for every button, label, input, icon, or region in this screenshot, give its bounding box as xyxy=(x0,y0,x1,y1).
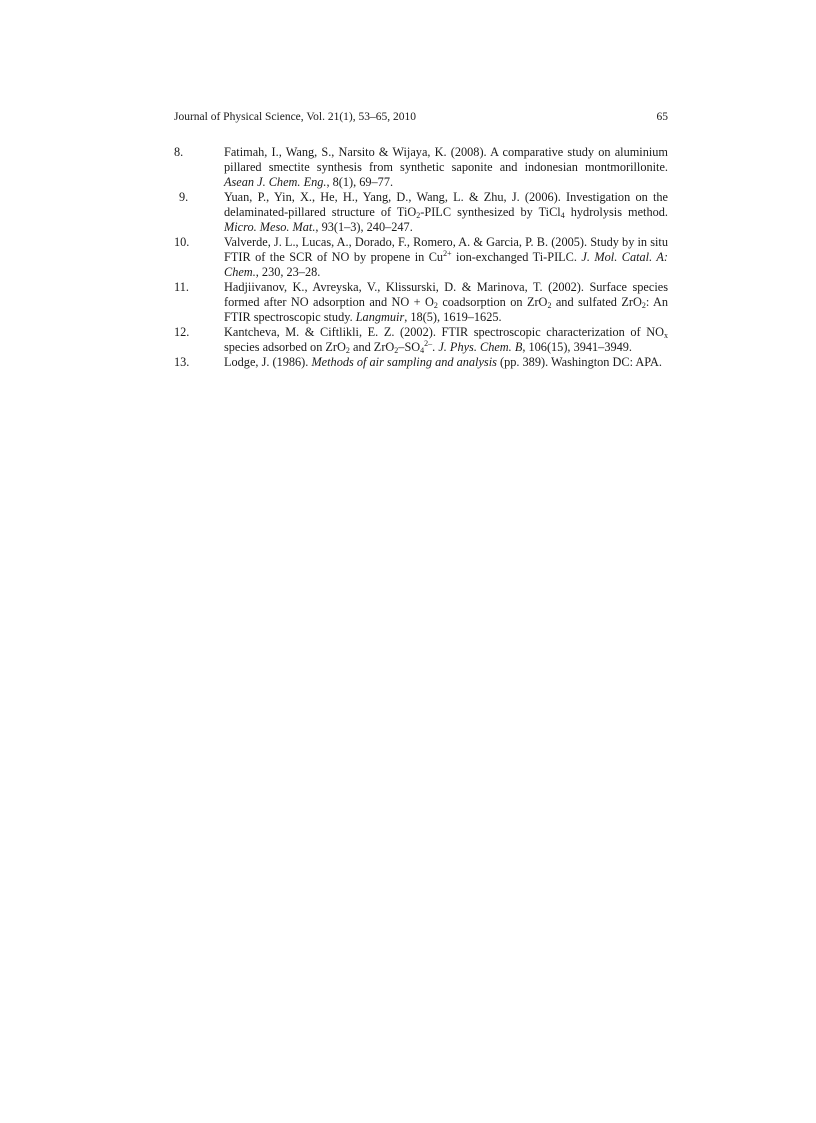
reference-item-12 xyxy=(174,325,668,355)
reference-item-13 xyxy=(174,355,668,370)
reference-text: Hadjiivanov, K., Avreyska, V., Klissurski, D. & Marinova, T. (2002). Surface species formed after NO adsorption and NO + $O_2$ coadsorption on ZrO$_2$ and sulfated ZrO$_2$: An FTIR spectroscopic study. Langmuir, 18(5), 1619–1625. xyxy=(224,280,669,324)
reference-item-8 xyxy=(174,145,668,190)
reference-number: 13. xyxy=(174,355,190,369)
page-number: 65 xyxy=(656,111,668,123)
reference-number: 8. xyxy=(174,145,184,159)
reference-text: Fatimah, I., Wang, S., Narsito & Wijaya, K. (2008). A comparative study on aluminium pillared smectite synthesis from synthetic saponite and indonesian montmorillonite. Asean J. Chem. Eng., 8(1), 69–77. xyxy=(224,145,668,189)
reference-number: 12. xyxy=(174,325,190,339)
reference-text: Lodge, J. (1986). Methods of air sampling and analysis (pp. 389). Washington DC: APA. xyxy=(224,355,662,369)
reference-item-9 xyxy=(174,190,668,235)
reference-text: Valverde, J. L., Lucas, A., Dorado, F., Romero, A. & Garcia, P. B. (2005). Study by in situ FTIR of the SCR of NO by propene in $Cu^{2+}$ ion-exchanged Ti-PILC. J. Mol. Catal. A: Chem., 230, 23–28. xyxy=(224,235,668,279)
reference-number: 11. xyxy=(174,280,189,294)
reference-number: 10. xyxy=(174,235,190,249)
journal-citation: Journal of Physical Science, Vol. 21(1), 53–65, 2010 xyxy=(174,111,417,123)
reference-item-11 xyxy=(174,280,668,325)
reference-number: 9. xyxy=(179,190,189,204)
reference-text: Yuan, P., Yin, X., He, H., Yang, D., Wang, L. & Zhu, J. (2006). Investigation on the delaminated-pillared structure of TiO$_2$-PILC synthesized by TiCl$_4$ hydrolysis method. Micro. Meso. Mat., 93(1–3), 240–247. xyxy=(224,190,668,234)
reference-item-10 xyxy=(174,235,668,280)
reference-text: Kantcheva, M. & Ciftlikli, E. Z. (2002). FTIR spectroscopic characterization of $NO_x$ species adsorbed on ZrO$_2$ and $ZrO_2-SO_4^{2-}$. J. Phys. Chem. B, 106(15), 3941–3949. xyxy=(224,325,668,355)
reference-list xyxy=(174,145,668,370)
